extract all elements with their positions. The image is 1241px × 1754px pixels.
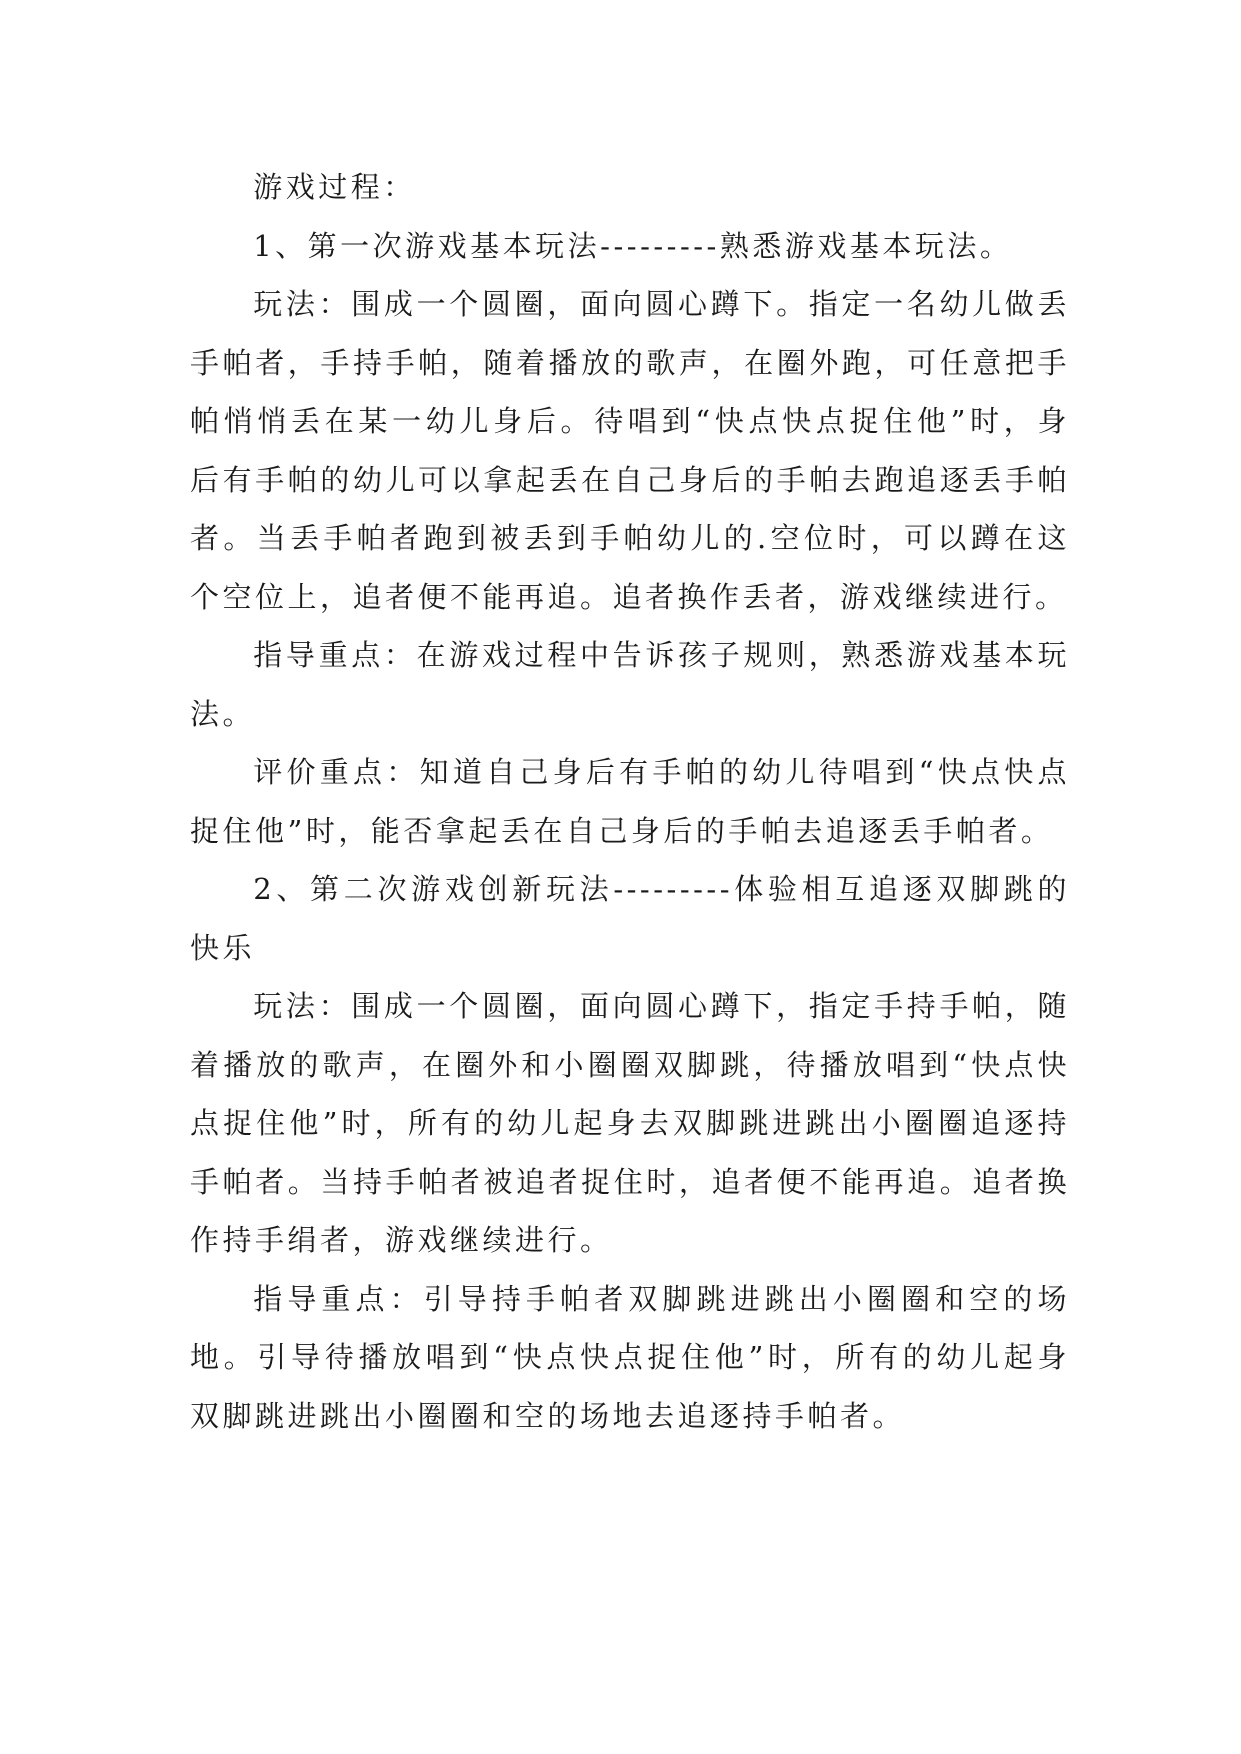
step-1-rules: 玩法：围成一个圆圈，面向圆心蹲下。指定一名幼儿做丢手帕者，手持手帕，随着播放的歌声，在圈外跑，可任意把手帕悄悄丢在某一幼儿身后。待唱到“快点快点捉住他”时，身后有手帕的幼儿可以拿起丢在自己身后的手帕去跑追逐丢手帕者。当丢手帕者跑到被丢到手帕幼儿的.空位时，可以蹲在这个空位上，追者便不能再追。追者换作丢者，游戏继续进行。 xyxy=(190,287,1070,614)
document-body xyxy=(190,158,1070,1445)
step-1-guidance: 指导重点：在游戏过程中告诉孩子规则，熟悉游戏基本玩法。 xyxy=(190,638,1070,731)
step-2-guidance: 指导重点：引导持手帕者双脚跳进跳出小圈圈和空的场地。引导待播放唱到“快点快点捉住他”时，所有的幼儿起身双脚跳进跳出小圈圈和空的场地去追逐持手帕者。 xyxy=(190,1281,1070,1433)
step-1-heading: 1、第一次游戏基本玩法---------熟悉游戏基本玩法。 xyxy=(253,228,1013,263)
step-2-rules: 玩法：围成一个圆圈，面向圆心蹲下，指定手持手帕，随着播放的歌声，在圈外和小圈圈双脚跳，待播放唱到“快点快点捉住他”时，所有的幼儿起身去双脚跳进跳出小圈圈追逐持手帕者。当持手帕者被追者捉住时，追者便不能再追。追者换作持手绢者，游戏继续进行。 xyxy=(190,989,1070,1257)
step-1-evaluation: 评价重点：知道自己身后有手帕的幼儿待唱到“快点快点捉住他”时，能否拿起丢在自己身后的手帕去追逐丢手帕者。 xyxy=(190,755,1070,848)
step-2-heading: 2、第二次游戏创新玩法---------体验相互追逐双脚跳的快乐 xyxy=(190,872,1070,965)
section-heading-game-process: 游戏过程： xyxy=(253,170,416,204)
